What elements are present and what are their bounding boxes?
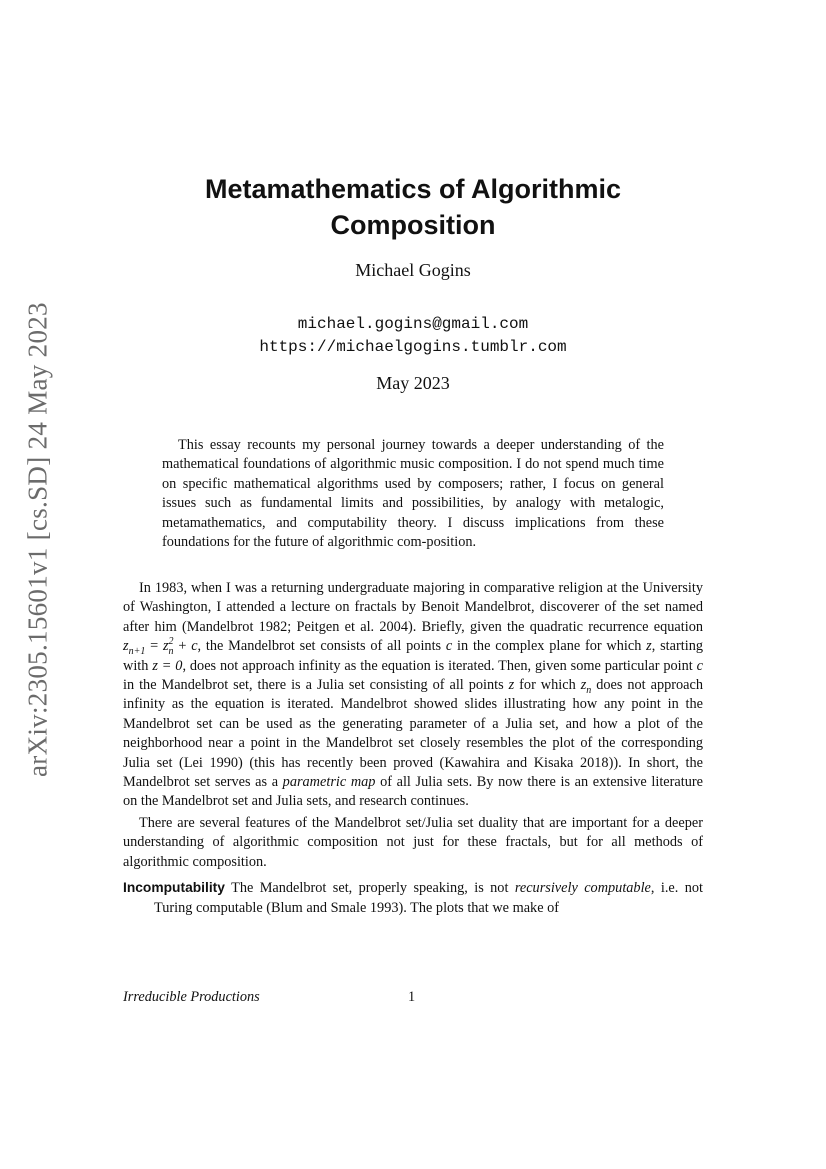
emphasis: recursively computable (514, 880, 651, 897)
text-run: , does not approach infinity as the equation is iterated. Then, given some particular point (182, 657, 697, 674)
emphasis: parametric map (282, 774, 376, 791)
text-run: for which (514, 677, 581, 694)
text-run: in the complex plane for which (452, 638, 647, 655)
text-run: in the Mandelbrot set, there is a Julia set consisting of all points (123, 677, 509, 694)
author-website: https://michaelgogins.tumblr.com (259, 338, 567, 356)
text-run: , starting with (123, 638, 703, 674)
math-var-zn: $z_n$ (580, 677, 592, 696)
math-var: z (508, 677, 515, 694)
author-contact (120, 313, 706, 359)
title-line-1: Metamathematics of Algorithmic (204, 174, 622, 204)
text-run: In 1983, when I was a returning undergraduate majoring in comparative religion at the University of Washington, I attended a lecture on fractals by Benoit Mandelbrot, discoverer of the set named after him (Mandelbrot 1982; Peitgen et al. 2004). Briefly, given the quadratic recurrence equation (123, 580, 703, 635)
math-var: c (696, 657, 703, 674)
text-run: , i.e. not Turing computable (Blum and Smale 1993). The plots that we make of (154, 880, 703, 916)
author-name: Michael Gogins (355, 260, 471, 280)
feature-term: Incomputability (123, 880, 225, 896)
text-run: , the Mandelbrot set consists of all points (197, 638, 446, 655)
arxiv-identifier-stamp: arXiv:2305.15601v1 [cs.SD] 24 May 2023 (22, 302, 53, 778)
feature-incomputability (123, 878, 703, 918)
equation-recurrence: $z_{n+1} = z^2_n + c$ (123, 636, 198, 658)
paragraph-intro (123, 579, 703, 812)
paper-title (120, 171, 706, 243)
footer-publisher: Irreducible Productions (123, 989, 260, 1005)
title-line-2: Composition (330, 210, 496, 240)
text-run: of all Julia sets. By now there is an extensive literature on the Mandelbrot set and Julia sets, and research continues. (123, 774, 703, 810)
text-run: The Mandelbrot set, properly speaking, is not (224, 880, 515, 897)
paragraph-features: There are several features of the Mandelbrot set/Julia set duality that are important for a deeper understanding of algorithmic composition not just for these fractals, but for all methods of algorithmic composition. (123, 814, 703, 870)
abstract: This essay recounts my personal journey towards a deeper understanding of the mathematical foundations of algorithmic music composition. I do not spend much time on specific mathematical algorithms used by composers; rather, I focus on general issues such as fundamental limits and possibilities, by analogy with metalogic, metamathematics, and computability theory. I discuss implications from these foundations for the future of algorithmic com-position. (162, 437, 664, 551)
math-var: c (445, 638, 453, 655)
math-var: z (646, 638, 652, 655)
math-expression: z = 0 (152, 657, 183, 674)
author-email: michael.gogins@gmail.com (297, 315, 529, 333)
text-run: does not approach infinity as the equation is iterated. Mandelbrot showed slides illustrating how any point in the Mandelbrot set can be used as the generating parameter of a Julia set, and how a plot of the neighborhood near a point in the Mandelbrot set closely resembles the plot of the corresponding Julia set (Lei 1990) (this has recently been proved (Kawahira and Kisaka 2018)). In short, the Mandelbrot set serves as a (123, 677, 703, 791)
page-number: 1 (408, 989, 416, 1005)
paper-date: May 2023 (376, 373, 450, 393)
body-text (123, 579, 703, 918)
